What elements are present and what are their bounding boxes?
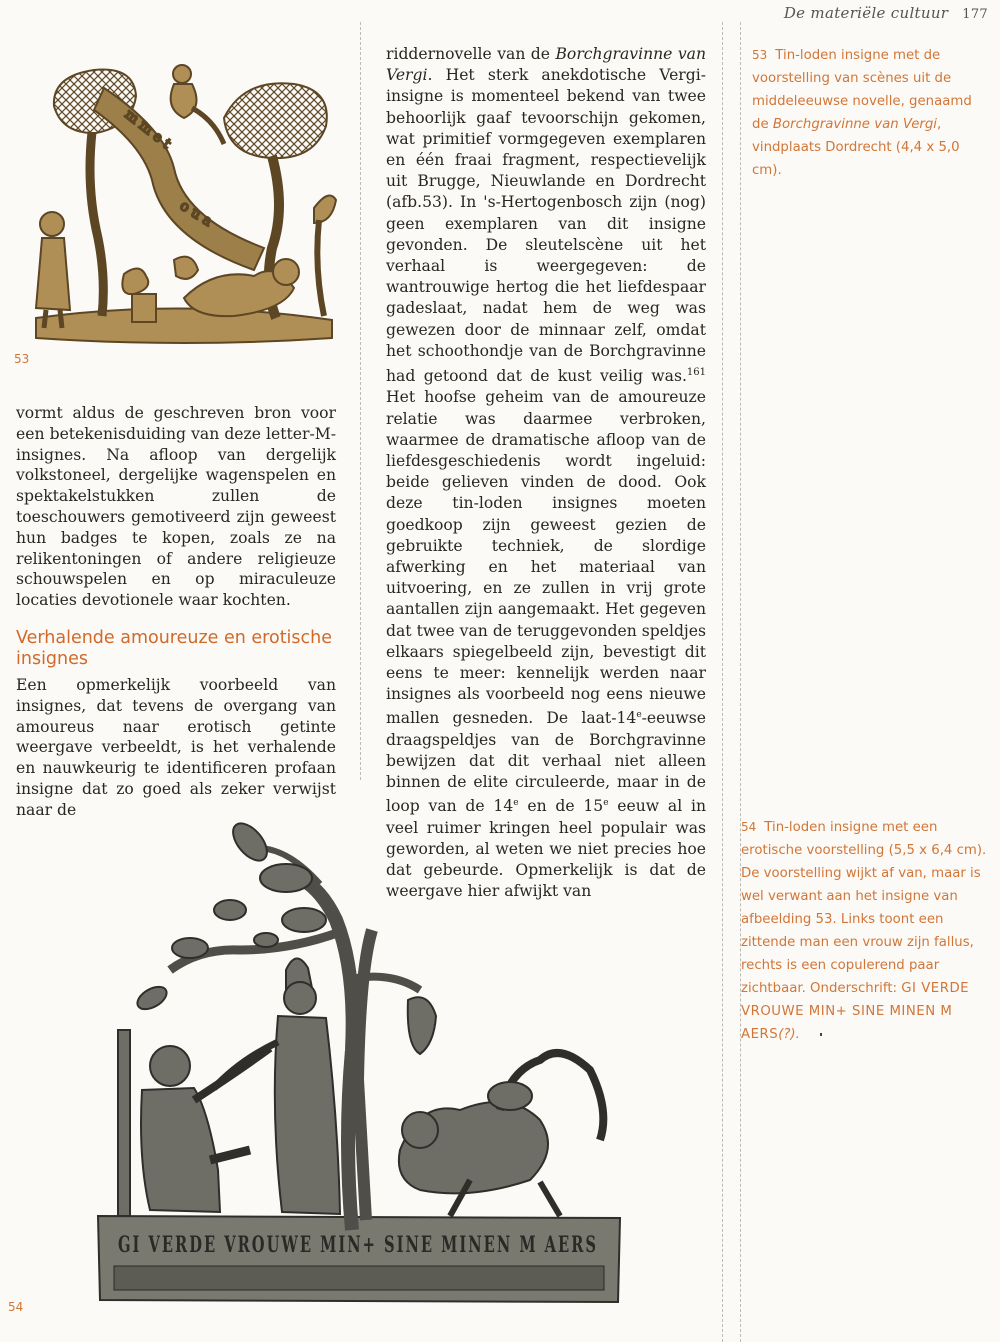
caption-53-text-b: , vindplaats Dordrecht (4,4 x 5,0 cm). [752,117,960,178]
caption-54-smallcaps: GI VERDE VROUWE MIN+ SINE MINEN M AERS [741,981,970,1042]
column2-body [386,44,706,903]
col2-text-e: en de 15 [518,797,604,816]
caption-53 [752,44,988,182]
caption-54-number: 54 [741,820,757,834]
sup-e-3: e [603,798,609,809]
column-divider-mid [722,22,723,1342]
col2-italic-title: Borchgravinne van Vergi [386,45,706,85]
caption-54-italic-tail: (?). [778,1027,800,1042]
figure-54-inscription: GI VERDE VROUWE MIN+ SINE MINEN M AERS [118,1232,598,1258]
col2-text-f: eeuw al in veel ruimer kringen heel populair was geworden, al weten we niet precies hoe dat gebeurde. Opmerkelijk is dat de weergave hier afwijkt van [386,797,706,901]
footnote-ref[interactable]: 161 [686,367,706,379]
stray-mark [820,1033,822,1036]
caption-54-text: Tin-loden insigne met een erotische voorstelling (5,5 x 6,4 cm). De voorstelling wijkt af van, maar is wel verwant aan het insigne van afbeelding 53. Links toont een zittende man een vrouw zijn fallus, rechts is een copulerend paar zichtbaar. Onderschrift: [741,820,987,996]
column-divider-right [740,22,741,1342]
svg-text:m m e t: m m e t [121,106,174,153]
col2-text-b: . Het sterk anekdotische Vergi-insigne is momenteel bekend van twee behoorlijk gaaf tevoorschijn gekomen, wat primitief vormgegeven exemplaren en één fraai fragment, respectievelijk uit Brugge, Nieuwlande en Dordrecht (afb.53). In 's-Hertogenbosch zijn (nog) geen exemplaren van dit insigne gevonden. De sleutelscène uit het verhaal is weergegeven: de wantrouwige hertog die het liefdespaar gadeslaat, nadat hem de weg was gewezen door de minnaar zelf, omdat het schoothondje van de Borchgravinne had getoond dat de kust veilig was. [386,66,706,386]
page-number: 177 [962,7,988,22]
running-title: De materiële cultuur [783,4,949,22]
col2-text-c: Het hoofse geheim van de amoureuze relatie was daarmee verbroken, waarmee de dramatische afloop van de liefdesgeschiedenis wordt ingeluid: beide gelieven vinden de dood. Ook deze tin-loden insignes moeten goedkoop zijn geweest gezien de gebruikte techniek, de slordige afwerking en het materiaal van uitvoering, en ze zullen in vrij grote aantallen zijn aangemaakt. Het gegeven dat twee van de teruggevonden speldjes elkaars spiegelbeeld zijn, bevestigt dit eens te meer: kennelijk werden naar insignes als voorbeeld nog eens nieuwe mallen gesneden. De laat-14 [386,388,706,728]
figure-54-erotic-badge [90,820,630,1320]
column1-paragraph-2 [16,675,336,821]
column1-body: vormt aldus de geschreven bron voor een betekenisduiding van deze letter-M-insignes. Na afloop van dergelijk volkstoneel, dergelijke wagenspelen en spektakelstukken zullen de toeschouwers gemotiveerd zijn geweest hun badges te kopen, zoals ze na relikentoningen of andere religieuze schouwspelen en op miraculeuze locaties devotionele waar kochten. [16,404,336,610]
column2-text [386,44,706,903]
col2-text-a: riddernovelle van de [386,45,556,63]
column1-paragraph [16,403,336,611]
caption-53-italic: Borchgravinne van Vergi [772,117,937,132]
sup-e-1: e [636,710,642,721]
running-header [784,4,988,22]
column-divider-left [360,22,361,780]
sup-e-2: e [513,798,519,809]
svg-text:o u a: o u a [176,197,215,230]
figure-53-label: 53 [14,352,30,366]
figure-53-vergi-badge [14,48,354,348]
caption-53-number: 53 [752,48,768,62]
col2-text-d: -eeuwse draagspeldjes van de Borchgravinne bewijzen dat dit verhaal niet alleen binnen de elite circuleerde, maar in de loop van de 14 [386,709,706,816]
caption-54 [741,816,987,1046]
section-heading: Verhalende amoureuze en erotische insignes [16,628,333,669]
caption-53-text-a: Tin-loden insigne met de voorstelling van scènes uit de middeleeuwse novelle, genaamd de [752,48,972,132]
column1-body-2: Een opmerkelijk voorbeeld van insignes, dat tevens de overgang van amoureus naar erotisch getinte weergave verbeeldt, is het verhalende en nauwkeurig te identificeren profaan insigne dat zo goed als zeker verwijst naar de [16,676,336,819]
figure-54-label: 54 [8,1300,24,1314]
